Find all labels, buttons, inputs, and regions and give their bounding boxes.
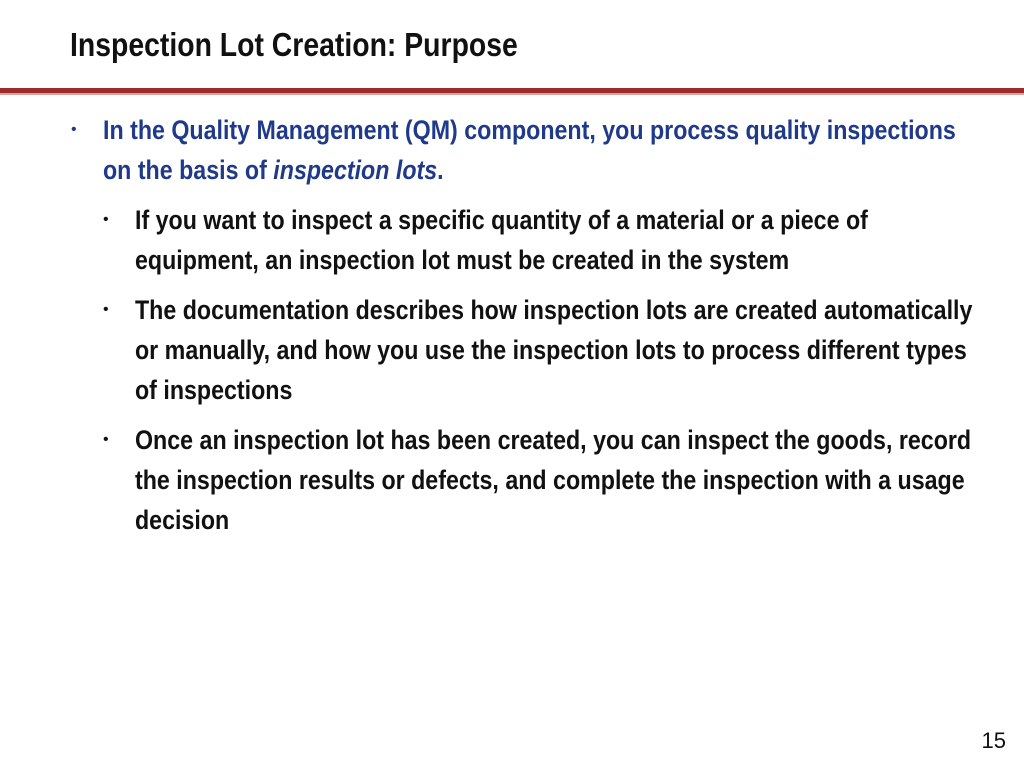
bullet-icon: • bbox=[103, 211, 109, 228]
sub-bullet-item bbox=[0, 290, 1024, 410]
title-divider bbox=[0, 88, 1024, 95]
sub-bullet-item bbox=[0, 200, 1024, 280]
slide-title: Inspection Lot Creation: Purpose bbox=[70, 26, 518, 63]
main-bullet-text-start: In the Quality Management (QM) component, you process quality inspections on the basis of bbox=[103, 115, 956, 185]
bullet-icon: • bbox=[103, 431, 109, 448]
sub-bullet-text: If you want to inspect a specific quantity of a material or a piece of equipment, an inspection lot must be created in the system bbox=[135, 205, 868, 275]
sub-bullet-item bbox=[0, 420, 1024, 540]
page-number: 15 bbox=[981, 728, 1006, 753]
sub-bullet-text: Once an inspection lot has been created, you can inspect the goods, record the inspection results or defects, and complete the inspection with a usage decision bbox=[135, 425, 972, 535]
bullet-icon: • bbox=[71, 121, 77, 138]
slide-body bbox=[0, 110, 1024, 550]
main-bullet-text-end: . bbox=[437, 155, 444, 185]
main-bullet-text bbox=[103, 110, 972, 190]
main-bullet-emphasis: inspection lots bbox=[273, 155, 438, 185]
main-bullet-item bbox=[0, 110, 1024, 190]
bullet-icon: • bbox=[103, 301, 109, 318]
sub-bullet-text: The documentation describes how inspection lots are created automatically or manually, and how you use the inspection lots to process different types of inspections bbox=[135, 295, 973, 405]
